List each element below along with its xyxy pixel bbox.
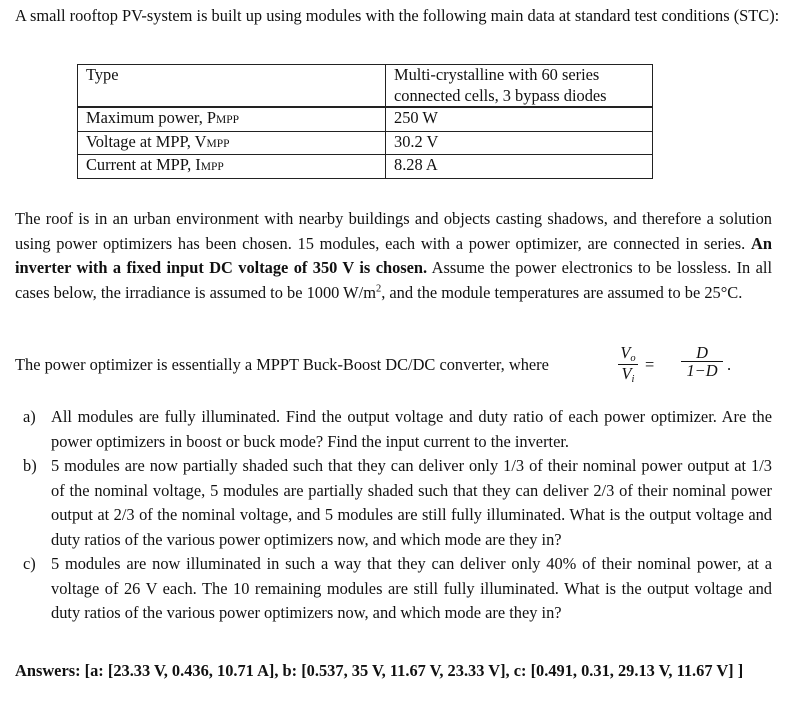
fraction-numerator: D [681,344,723,362]
row-label: Current at MPP, I [86,155,201,174]
table-row [78,131,653,155]
context-text-end: , and the module temperatures are assumed to be 25°C. [381,282,743,302]
duty-ratio-fraction [681,344,723,379]
voltage-ratio-fraction [618,344,638,385]
table-cell-label [78,155,386,179]
context-bold-text: An inverter with a fixed input DC voltage of 350 V is chosen. [15,233,772,277]
table-cell-label [78,131,386,155]
question-text: 5 modules are now partially shaded such that they can deliver only 1/3 of their nominal power output at 1/3 of the nominal voltage, 5 modules are partially shaded such that they can deliver 2/3 of their nominal power output at 2/3 of the nominal voltage, and 5 modules are still fully illuminated. What is the output voltage and duty ratios of the various power optimizers now, and which mode are they in? [51,456,772,549]
table-header-row [78,65,653,108]
row-label: Maximum power, P [86,108,217,127]
question-text: 5 modules are now illuminated in such a way that they can deliver only 40% of their nominal power, at a voltage of 26 V each. The 10 remaining modules are still fully illuminated. What is the output voltage and duty ratios of the various power optimizers now, and which mode are they in? [51,554,772,622]
context-sup: 2 [375,283,382,295]
table-cell-value: 250 W [386,107,653,131]
table-cell-type-value [386,65,653,108]
vo-symbol: V [620,343,631,362]
context-text-after: Assume the power electronics to be lossless. In all cases below, the irradiance is assumed to be 1000 W/m [15,258,773,302]
equals-sign: = [645,355,655,374]
type-value-line2: connected cells, 3 bypass diodes [394,85,607,105]
fraction-denominator: 1−D [686,361,718,380]
table-row [78,107,653,131]
table-cell-type-label: Type [78,65,386,108]
table-row [78,155,653,179]
vi-sub: i [631,374,635,385]
vi-symbol: V [621,364,632,383]
question-label: a) [23,407,36,426]
row-label-sub: MPP [200,161,224,173]
table-cell-value: 30.2 V [386,131,653,155]
converter-text: The power optimizer is essentially a MPPT Buck-Boost DC/DC converter, where [15,355,549,374]
table-cell-value: 8.28 A [386,155,653,179]
row-label-sub: MPP [216,114,240,126]
module-data-table [77,64,653,179]
context-text: The roof is in an urban environment with nearby buildings and objects casting shadows, and therefore a solution using power optimizers has been chosen. 15 modules, each with a power optimizer, are connected in series. [15,209,772,253]
question-text: All modules are fully illuminated. Find the output voltage and duty ratio of each power optimizer. Are the power optimizers in boost or buck mode? Find the input current to the inverter. [51,407,772,451]
type-value-line1: Multi-crystalline with 60 series [394,65,600,84]
question-item-a [15,405,772,454]
question-item-b [15,454,772,552]
converter-equation-paragraph [15,344,772,386]
question-item-c [15,552,772,626]
fraction-denominator [618,365,638,385]
fraction-numerator [618,344,638,365]
equation-period: . [727,355,732,374]
context-paragraph [15,207,772,305]
table-cell-label [78,107,386,131]
row-label: Voltage at MPP, V [86,131,207,151]
question-label: c) [23,554,36,573]
answers-line: Answers: [a: [23.33 V, 0.436, 10.71 A], b: [0.537, 35 V, 11.67 V, 23.33 V], c: [0.491, 0.31, 29.13 V, 11.67 V] ] [15,661,744,680]
row-label-sub: MPP [206,137,230,150]
vo-sub: o [630,353,636,364]
intro-paragraph: A small rooftop PV-system is built up using modules with the following main data at standard test conditions (STC): [15,6,780,25]
question-label: b) [23,456,37,475]
question-list [15,405,772,626]
